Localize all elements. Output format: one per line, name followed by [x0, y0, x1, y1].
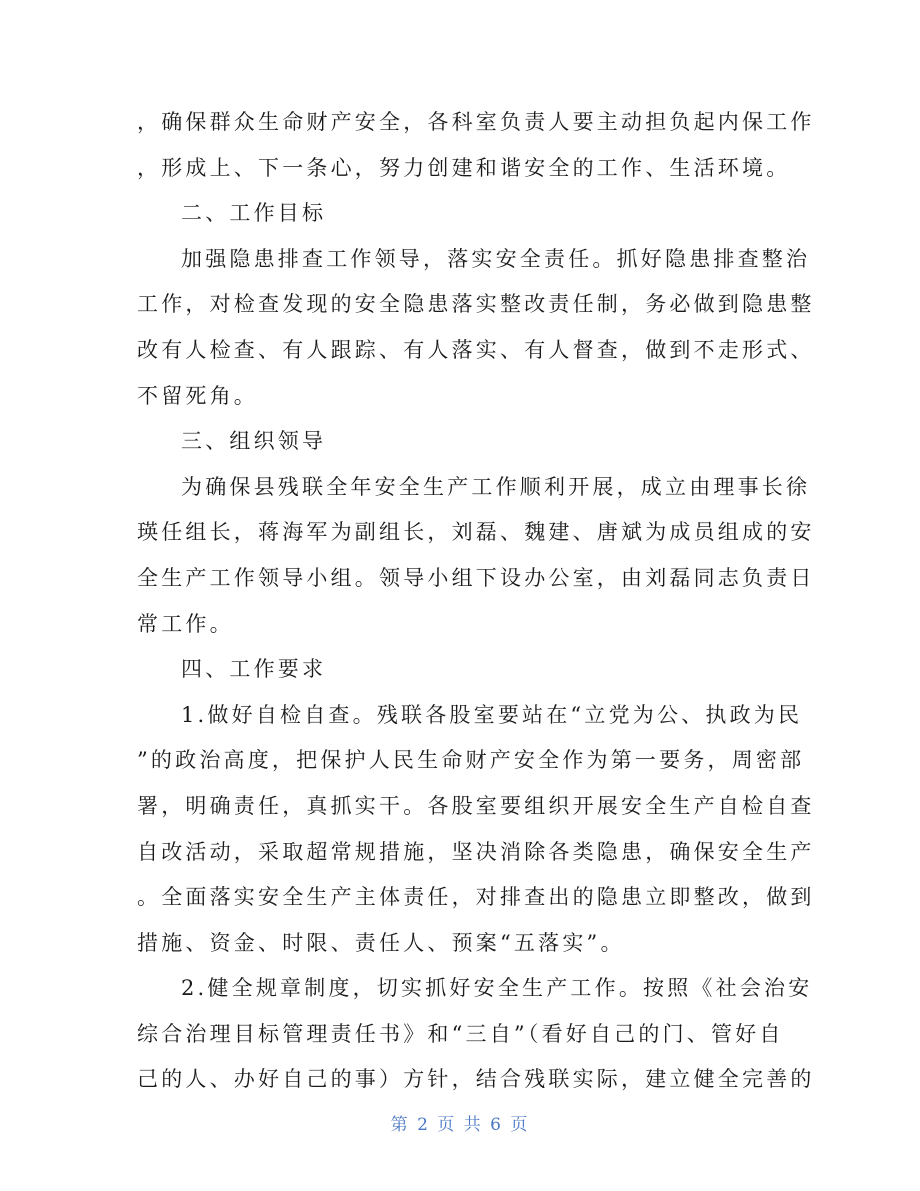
text-line: 自改活动，采取超常规措施，坚决消除各类隐患，确保安全生产 [137, 839, 815, 864]
text-line: 常工作。 [137, 611, 234, 636]
section-heading: 四、工作要求 [181, 657, 327, 682]
text-line: 1.做好自检自查。残联各股室要站在“立党为公、执政为民 [181, 702, 803, 727]
text-line: 措施、资金、时限、责任人、预案“五落实”。 [137, 930, 625, 955]
text-line: 不留死角。 [137, 383, 258, 408]
text-line: 工作，对检查发现的安全隐患落实整改责任制，务必做到隐患整 [137, 292, 815, 317]
text-line: ，形成上、下一条心，努力创建和谐安全的工作、生活环境。 [137, 155, 791, 180]
section-heading: 二、工作目标 [181, 201, 327, 226]
text-line: 瑛任组长，蒋海军为副组长，刘磊、魏建、唐斌为成员组成的安 [137, 520, 815, 545]
text-line: 己的人、办好自己的事）方针，结合残联实际，建立健全完善的 [137, 1067, 815, 1092]
text-line: 加强隐患排查工作领导，落实安全责任。抓好隐患排查整治 [181, 246, 811, 271]
text-line: 为确保县残联全年安全生产工作顺利开展，成立由理事长徐 [181, 474, 811, 499]
text-line: ”的政治高度，把保护人民生命财产安全作为第一要务，周密部 [137, 748, 805, 773]
text-line: 改有人检查、有人跟踪、有人落实、有人督查，做到不走形式、 [137, 337, 815, 362]
page-number-footer: 第 2 页 共 6 页 [390, 1115, 530, 1135]
text-line: 综合治理目标管理责任书》和“三自”（看好自己的门、管好自 [137, 1021, 784, 1046]
document-body [137, 100, 815, 1103]
text-line: 署，明确责任，真抓实干。各股室要组织开展安全生产自检自查 [137, 793, 815, 818]
text-line: ，确保群众生命财产安全，各科室负责人要主动担负起内保工作 [137, 110, 815, 134]
text-line: 。全面落实安全生产主体责任，对排查出的隐患立即整改，做到 [137, 885, 815, 910]
text-line: 2.健全规章制度，切实抓好安全生产工作。按照《社会治安 [181, 976, 813, 1001]
text-line: 全生产工作领导小组。领导小组下设办公室，由刘磊同志负责日 [137, 565, 815, 590]
section-heading: 三、组织领导 [181, 429, 327, 454]
